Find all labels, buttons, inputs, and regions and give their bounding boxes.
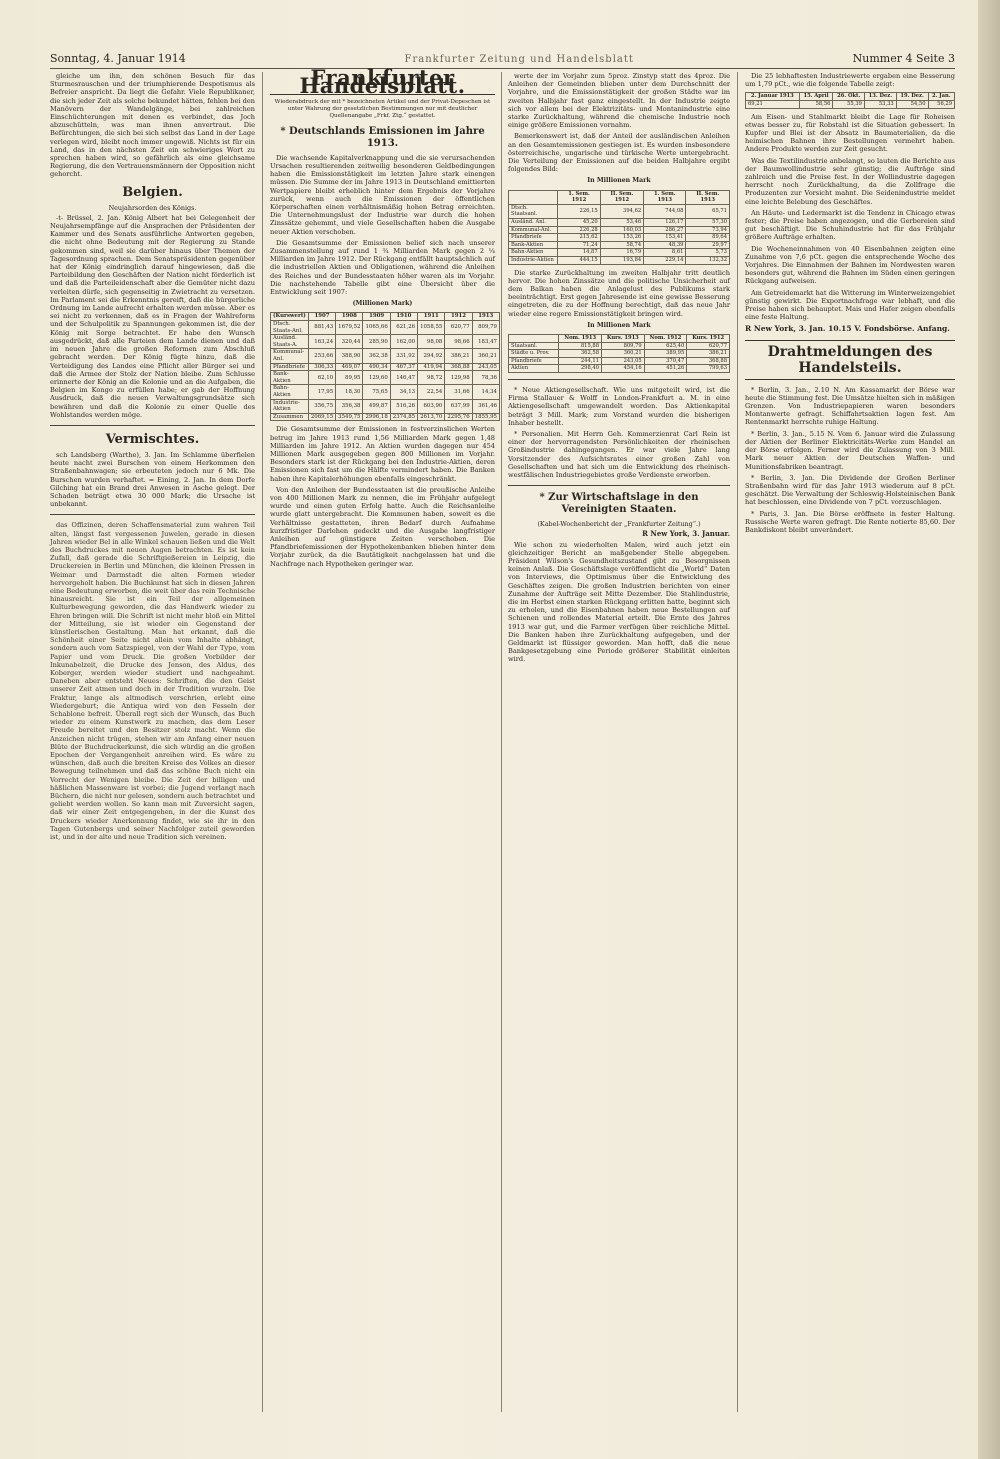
table-cell: 17,95 — [308, 385, 335, 399]
industry-para-2: Am Eisen- und Stahlmarkt bleibt die Lage für Roheisen etwas besser zu, für Robstahl ist die Situation gebessert. In Kupfer und Blei ist der Absatz in Baumaterialien, da die heimischen Bahnen ihre Bestellungen vermehrt haben. Andere Produkte werden zur Zeit gesucht. — [745, 112, 955, 154]
table-row — [509, 357, 730, 365]
table-header-cell — [509, 335, 559, 343]
divider — [50, 425, 255, 426]
table-cell: 69,21 — [746, 101, 800, 109]
table-header-cell: 15. April — [799, 93, 833, 101]
table-cell: 881,43 — [308, 321, 335, 335]
table-cell: 75,65 — [363, 385, 390, 399]
table-cell: Bank-Aktien — [271, 371, 309, 385]
table-cell: Bahn-Aktien — [509, 249, 558, 257]
table-cell: 1058,55 — [418, 321, 445, 335]
table-row — [509, 226, 730, 234]
table-cell: 162,00 — [390, 335, 417, 349]
table-cell: 362,58 — [559, 350, 602, 358]
table-cell: Bahn-Aktien — [271, 385, 309, 399]
table-header-cell: (Kurswert) — [271, 313, 309, 321]
table-row — [271, 349, 500, 363]
table-caption: (Millionen Mark) — [352, 300, 413, 308]
section-heading-wire-reports: Drahtmeldungen des Handelsteils. — [745, 340, 955, 380]
industry-index-table — [745, 92, 955, 108]
table-cell: 14,87 — [558, 249, 600, 257]
table-row — [509, 365, 730, 373]
table-cell: 444,15 — [558, 256, 600, 264]
table-cell: 286,27 — [644, 226, 686, 234]
column-3 — [508, 72, 730, 1422]
intro-text: gleiche um ihn, den schönen Besuch für das Sturmesrauschen und der triumphierende Despotismus als Befreier anspricht. Da liegt die Gefahr. Viele Republikaner, die sich jeder Zeit als solche bekundet hätten, fehlen bei den Manövern der Wandelgänge, bei zahlreichen Einschüchterungen mit denen es verbindet, das Joch abzuschütteln, was man ihnen anvertraut. Die Befürchtungen, die sich bei sich selbst das Land in der Lage verlegen wird, bleibt noch immer ungewiß. Nichts ist für ein Land, das in den nächsten Zeit ein schwieriges Wort zu sprechen haben wird, so gefährlich als eine gleichsame Regierung, die den Vertrauensmännern der Opposition nicht gehorcht. — [50, 72, 255, 179]
table-cell: 360,21 — [602, 350, 645, 358]
table-row — [271, 363, 500, 371]
table-cell: 153,41 — [644, 234, 686, 242]
table-cell: 294,92 — [418, 349, 445, 363]
table-cell: 1679,52 — [336, 321, 363, 335]
table-row — [509, 204, 730, 218]
table-cell: 153,26 — [600, 234, 644, 242]
table-cell: 1855,95 — [472, 413, 499, 421]
table-cell: 31,66 — [445, 385, 472, 399]
table-cell: 815,88 — [559, 342, 602, 350]
table-cell: 58,74 — [600, 241, 644, 249]
table-cell: 226,15 — [558, 204, 600, 218]
masthead: Frankfurter Handelsblatt. — [270, 74, 495, 95]
news-personalia: * Personalien. Mit Herrn Geh. Kommerzienrat Carl Rein ist einer der hervorragendsten Persönlichkeiten der rheinischen Großindustrie dahingegangen. Er war viele Jahre lang Vorsitzender des Aufsichtsrates einer großen Zahl von Gesellschaften und hat sich um die Entwicklung des rheinisch-westfälischen Industriegebietes große Verdienste erworben. — [508, 429, 730, 479]
table-cell: 368,88 — [445, 363, 472, 371]
news-new-company: * Neue Aktiengesellschaft. Wie uns mitgeteilt wird, ist die Firma Stallauer & Wolff in London-Frankfurt a. M. in eine Aktiengesellschaft umgewandelt worden. Das Aktienkapital beträgt 3 Mill. Mark; zum Vorstand wurden die bisherigen Inhaber bestellt. — [508, 385, 730, 427]
table-header-cell: 1. Sem. 1912 — [558, 190, 600, 204]
headline-usa: * Zur Wirtschaftslage in den Vereinigten Staaten. — [539, 492, 699, 516]
table-cell: 2613,70 — [418, 413, 445, 421]
table-cell: 490,34 — [363, 363, 390, 371]
page-header — [50, 52, 955, 69]
industry-para-1: Die 25 lebhaftesten Industriewerte ergaben eine Besserung um 1,79 pCt., wie die folgende Tabelle zeigt: — [745, 72, 955, 89]
table-header-cell: 1. Sem. 1913 — [644, 190, 686, 204]
table-cell: 55,39 — [833, 101, 865, 109]
table-cell: 1065,66 — [363, 321, 390, 335]
emissions-para-2: Die Gesamtsumme der Emissionen belief sich nach unserer Zusammenstellung auf rund 1 ¾ Milliarden Mark gegen 2 ¼ Milliarden im Jahre 1912. Der Rückgang entfällt hauptsächlich auf die industriellen Aktien und Obligationen, während die Anleihen des Reiches und der Bundesstaaten höher waren als im Vorjahr. Die nachstehende Tabelle gibt eine Übersicht über die Entwicklung seit 1907: — [270, 238, 495, 297]
table-cell: 620,77 — [687, 342, 730, 350]
table-cell: 467,37 — [390, 363, 417, 371]
table-cell: 183,47 — [472, 335, 499, 349]
table-header-cell: Kurs. 1913 — [602, 335, 645, 343]
table-header-cell: 26. Okt. — [833, 93, 865, 101]
wire-paris: * Paris, 3. Jan. Die Börse eröffnete in fester Haltung. Russische Werte waren gefragt. Die Rente notierte 85,60. Der Bankdiskont bleibt unverändert. — [745, 509, 955, 534]
table-header-cell: 1908 — [336, 313, 363, 321]
table-cell: 45,20 — [558, 219, 600, 227]
table-header-cell: Nom. 1913 — [559, 335, 602, 343]
table-cell: Industrie-Aktien — [509, 256, 558, 264]
table-caption: In Millionen Mark — [587, 177, 651, 185]
table-cell: 331,92 — [390, 349, 417, 363]
table-cell: 370,47 — [644, 357, 687, 365]
continued-para-2: Bemerkenswert ist, daß der Anteil der ausländischen Anleihen an den Gesamtemissionen gestiegen ist. Es wurden insbesondere österreichische, ungarische und türkische Werte untergebracht. Die Verteilung der Emissionen auf die beiden Halbjahre ergibt folgendes Bild: — [508, 132, 730, 174]
table-cell: 625,40 — [644, 342, 687, 350]
column-rule — [737, 72, 738, 1412]
table-cell: 132,32 — [686, 256, 730, 264]
table-cell: 306,33 — [308, 363, 335, 371]
table-header-cell: 1912 — [445, 313, 472, 321]
table-cell: 215,62 — [558, 234, 600, 242]
table-cell: 71,24 — [558, 241, 600, 249]
table-header-cell: Kurs. 1912 — [687, 335, 730, 343]
column-rule — [262, 72, 263, 1412]
industry-para-5: Die Wocheneinnahmen von 40 Eisenbahnen zeigten eine Zunahme von 7,6 pCt. gegen die entsprechende Woche des Vorjahres. Die Einnahmen der Bahnen im Nordwesten waren besonders gut, während die Bahnen im Süden einen geringen Rückgang aufweisen. — [745, 244, 955, 286]
wire-berlin-2: * Berlin, 3. Jan., 5.15 N. Vom 6. Januar wird die Zulassung der Aktien der Berliner Elektricitäts-Werke zum Handel an der Börse erfolgen. Ferner wird die Zulassung von 3 Mill. Mark neuer Aktien der Deutschen Waffen- und Munitionsfabriken beantragt. — [745, 429, 955, 471]
table-cell: 48,39 — [644, 241, 686, 249]
table-caption: In Millionen Mark — [587, 321, 651, 329]
continued-para-3: Die starke Zurückhaltung im zweiten Halbjahr tritt deutlich hervor. Die hohen Zinssätze und die politische Unsicherheit auf dem Balkan haben die Anlagelust des Publikums stark beeinträchtigt. Erst gegen Jahresende ist eine gewisse Besserung eingetreten, die zu der Hoffnung berechtigt, daß das neue Jahr wieder eine regere Emissionstätigkeit bringen wird. — [508, 268, 730, 318]
table-header-cell: 13. Dez. — [864, 93, 896, 101]
divider — [508, 485, 730, 486]
table-cell: 78,36 — [472, 371, 499, 385]
table-header-cell: 1907 — [308, 313, 335, 321]
table-cell: 229,14 — [644, 256, 686, 264]
table-cell: 243,05 — [472, 363, 499, 371]
emissions-para-3: Die Gesamtsumme der Emissionen in festverzinslichen Werten betrug im Jahre 1913 rund 1,56 Milliarden Mark gegen 1,48 Milliarden im Jahre 1912. An Aktien wurden dagegen nur 454 Millionen Mark ausgegeben gegen 800 Millionen im Vorjahr. Besonders stark ist der Rückgang bei den Industrie-Aktien, deren Emissionen sich fast um die Hälfte vermindert haben. Die Banken haben ihre Kapitalerhöhungen ebenfalls eingeschränkt. — [270, 425, 495, 483]
table-cell: 2069,15 — [308, 413, 335, 421]
table-cell: Bank-Aktien — [509, 241, 558, 249]
emissions-para-4: Von den Anleihen der Bundesstaaten ist die preußische Anleihe von 400 Millionen Mark zu nennen, die im Frühjahr aufgelegt wurde und einen guten Erfolg hatte. Auch die Reichsanleihe wurde glatt untergebracht. Die Kommunen haben, soweit es die Verhältnisse gestatteten, ihren Bedarf durch Aufnahme kurzfristiger Darlehen gedeckt und die Ausgabe langfristiger Anleihen auf günstigere Zeiten verschoben. Die Pfandbriefemissionen der Hypothekenbanken blieben hinter dem Vorjahr zurück, da die Bautätigkeit nachgelassen hat und die Nachfrage nach Hypotheken geringer war. — [270, 485, 495, 568]
wire-berlin-1: * Berlin, 3. Jan., 2.10 N. Am Kassamarkt der Börse war heute die Stimmung fest. Die Umsätze hielten sich in mäßigen Grenzen. Von Industriepapieren waren besonders Montanwerte gefragt. Schiffahrtsaktien lagen fest. Am Rentenmarkt herrschte ruhige Haltung. — [745, 385, 955, 427]
emissions-para-1: Die wachsende Kapitalverknappung und die sie verursachenden Ursachen resultierenden zeitweilig besonderen Geldbedingungen haben die Emissionstätigkeit im letzten Jahre stark einengen müssen. Die Summe der im Jahre 1913 in Deutschland emittierten Wertpapiere bleibt erheblich hinter dem Ergebnis der Vorjahre zurück, wenn auch die Emissionen der öffentlichen Körperschaften einen verhältnismäßig hohen Betrag erreichten. Die Unternehmungslust der Industrie war durch die hohen Zinssätze gehemmt, und viele Gesellschaften haben die Ausgabe neuer Aktien verschoben. — [270, 153, 495, 236]
table-cell: Kommunal-Anl. — [509, 226, 558, 234]
usa-source: (Kabel-Wochenbericht der „Frankfurter Zeitung“.) — [537, 520, 701, 529]
divider — [508, 379, 730, 380]
table-cell: Zusammen — [271, 413, 309, 421]
table-cell: 298,40 — [559, 365, 602, 373]
table-header-cell: 1909 — [363, 313, 390, 321]
table-cell: 799,63 — [687, 365, 730, 373]
table-cell: Pfandbriefe — [271, 363, 309, 371]
header-page-number: Nummer 4 Seite 3 — [852, 52, 955, 65]
table-header-cell: 1910 — [390, 313, 417, 321]
table-cell: 637,99 — [445, 399, 472, 413]
table-cell: 243,05 — [602, 357, 645, 365]
table-header-cell — [509, 190, 558, 204]
table-cell: 56,29 — [928, 101, 954, 109]
table-cell: 53,33 — [864, 101, 896, 109]
table-row — [746, 101, 955, 109]
header-date: Sonntag, 4. Januar 1914 — [50, 52, 186, 65]
table-cell: 362,38 — [363, 349, 390, 363]
table-cell: 386,21 — [687, 350, 730, 358]
table-cell: 89,95 — [336, 371, 363, 385]
table-cell: 356,75 — [308, 399, 335, 413]
reprint-note: Wiederabdruck der mit * bezeichneten Artikel und der Privat-Depeschen ist unter Wahrung der gesetzlichen Bestimmungen nur mit deutlicher Quellenangabe „Frkf. Ztg.“ gestattet. — [274, 99, 491, 119]
section-heading-belgium: Belgien. — [122, 184, 183, 200]
table-cell: 285,90 — [363, 335, 390, 349]
table-cell: 226,28 — [558, 226, 600, 234]
table-cell: 394,62 — [600, 204, 644, 218]
table-cell: 3549,75 — [336, 413, 363, 421]
semester-table — [508, 190, 730, 265]
table-row — [509, 234, 730, 242]
column-4 — [745, 72, 955, 1422]
table-row — [509, 350, 730, 358]
table-cell: 361,46 — [472, 399, 499, 413]
divider — [50, 514, 255, 515]
section-heading-misc: Vermischtes. — [105, 431, 200, 447]
table-row — [271, 399, 500, 413]
industry-para-4: An Häute- und Ledermarkt ist die Tendenz in Chicago etwas fester; die Preise haben angezogen, und die Gerbereien sind gut beschäftigt. Die Schuhindustrie hat für das Frühjahr größere Aufträge erhalten. — [745, 208, 955, 242]
usa-dateline: R New York, 3. Januar. — [642, 529, 730, 539]
table-cell: 499,87 — [363, 399, 390, 413]
table-cell: 621,26 — [390, 321, 417, 335]
table-cell: 98,08 — [418, 335, 445, 349]
table-cell: 2295,76 — [445, 413, 472, 421]
table-cell: 62,10 — [308, 371, 335, 385]
industry-para-6: Am Getreidemarkt hat die Witterung im Winterweizengebiet günstig gewirkt. Die Exportnachfrage war lebhaft, und die Preise haben sich behauptet. Mais und Hafer zeigen ebenfalls eine feste Haltung. — [745, 288, 955, 322]
table-cell: 809,79 — [472, 321, 499, 335]
table-cell: Pfandbriefe — [509, 234, 558, 242]
table-cell: 744,08 — [644, 204, 686, 218]
nominal-table — [508, 334, 730, 373]
table-row — [271, 335, 500, 349]
column-rule — [501, 72, 502, 1412]
article-essay: das Offizinen, deren Schaffensmaterial zum wahren Teil alten, längst fast vergessenen Juwelen, gerade in diesen Jahren wieder Bel in alle Winkel schauen ließen und die Welt des Buchdruckes mit neuen Augen betrachten. Es ist kein Zufall, daß gerade die Schriftgießereien in Leipzig, die Druckereien in Berlin und München, die kleinen Pressen in Weimar und Darmstadt die alten Formen wieder hervorgeholt haben. Die Buchkunst hat sich in diesen Jahren eine Bedeutung erworben, die weit über das rein Technische hinausreicht. Sie ist ein Teil der allgemeinen Kulturbewegung geworden, die das Handwerk wieder zu Ehren bringen will. Die Schrift ist nicht mehr bloß ein Mittel der Mitteilung, sie ist wieder ein Gegenstand der künstlerischen Gestaltung. Man hat erkannt, daß die Schönheit einer Seite nicht allein vom Inhalte abhängt, sondern auch vom Satzspiegel, von der Wahl der Type, vom Papier und vom Druck. Die großen Vorbilder der Inkunabelzeit, die Drucke des Jenson, des Aldus, des Koberger, werden wieder studiert und nachgeahmt. Daneben aber entsteht Neues: Schriften, die den Geist unserer Zeit atmen und doch in der Tradition wurzeln. Die Fraktur, lange als altmodisch verschrien, erlebt eine Wiedergeburt; die Antiqua wird von den Fesseln der Schablone befreit. Überall regt sich der Wunsch, das Buch wieder zu einem Kunstwerk zu machen, das dem Leser Freude bereitet und den Besitzer stolz macht. Wenn die Anzeichen nicht trügen, stehen wir am Anfang einer neuen Blüte der Buchdruckerkunst, die sich würdig an die großen Epochen der Vergangenheit anreihen wird. Es wäre zu wünschen, daß auch die breiten Kreise des Volkes an dieser Bewegung teilnehmen und daß das schöne Buch nicht ein Vorrecht der Wenigen bleibe. Die Zeit der billigen und häßlichen Massenware ist vorbei; die Jugend verlangt nach Büchern, die nicht nur gelesen, sondern auch betrachtet und geliebt werden wollen. So kann man mit Zuversicht sagen, daß wir einer Zeit entgegengehen, in der die Kunst des Druckers wieder Anerkennung findet, wie sie ihr in den Tagen Gutenbergs und seiner Nachfolger zuteil geworden ist, und in der alte und neue Tradition sich vereinen. — [50, 521, 255, 842]
table-header-cell: 2. Januar 1913 — [746, 93, 800, 101]
table-cell: 126,17 — [644, 219, 686, 227]
table-cell: Dtsch. Staats-Anl. — [271, 321, 309, 335]
table-cell: 368,88 — [687, 357, 730, 365]
table-cell: 22,54 — [418, 385, 445, 399]
table-row — [509, 219, 730, 227]
table-cell: Dtsch. Staatsanl. — [509, 204, 558, 218]
table-cell: 129,60 — [363, 371, 390, 385]
headline-emissions: * Deutschlands Emissionen im Jahre 1913. — [280, 125, 485, 149]
table-cell: 516,26 — [390, 399, 417, 413]
table-cell: 193,84 — [600, 256, 644, 264]
table-cell: 389,95 — [644, 350, 687, 358]
table-cell: 98,72 — [418, 371, 445, 385]
table-cell: 451,26 — [644, 365, 687, 373]
table-cell: 360,21 — [472, 349, 499, 363]
table-cell: 18,30 — [336, 385, 363, 399]
column-2 — [270, 65, 497, 1422]
table-cell: 29,97 — [686, 241, 730, 249]
table-cell: Kommunal-Anl. — [271, 349, 309, 363]
table-cell: 809,79 — [602, 342, 645, 350]
table-row — [271, 371, 500, 385]
table-row — [509, 256, 730, 264]
table-row — [509, 342, 730, 350]
table-header-cell: 1913 — [472, 313, 499, 321]
table-row — [271, 321, 500, 335]
table-cell: 2996,18 — [363, 413, 390, 421]
table-cell: 253,66 — [308, 349, 335, 363]
table-cell: Städte u. Prov. — [509, 350, 559, 358]
table-cell: 129,98 — [445, 371, 472, 385]
table-cell: 244,11 — [559, 357, 602, 365]
table-cell: 2374,85 — [390, 413, 417, 421]
emissions-table — [270, 312, 500, 421]
table-header-cell: 1911 — [418, 313, 445, 321]
table-cell: 89,64 — [686, 234, 730, 242]
table-cell: 388,90 — [336, 349, 363, 363]
table-cell: Ausländ. Anl. — [509, 219, 558, 227]
page-spine-shadow — [978, 0, 1000, 1459]
table-cell: 454,16 — [602, 365, 645, 373]
table-cell: Aktien — [509, 365, 559, 373]
table-cell: Pfandbriefe — [509, 357, 559, 365]
table-row — [271, 413, 500, 421]
table-row — [509, 249, 730, 257]
table-row — [271, 385, 500, 399]
column-1 — [50, 72, 255, 1422]
table-cell: 54,50 — [896, 101, 928, 109]
wire-berlin-3: * Berlin, 3. Jan. Die Dividende der Großen Berliner Straßenbahn wird für das Jahr 1913 wiederum auf 8 pCt. geschätzt. Die Verwaltung der Schleswig-Holsteinischen Bank hat beschlossen, eine Dividende von 7 pCt. vorzuschlagen. — [745, 473, 955, 507]
article-misc: sch Landsberg (Warthe), 3. Jan. Im Schlamme überfielen heute nacht zwei Burschen von einem Herkommen den Straßenbahnwagen; sie erbeuteten jedoch nur 6 Mk. Die Burschen wurden verhaftet. = Eining, 2. Jan. In dem Dorfe Gilching hat ein Brand drei Anwesen in Asche gelegt. Der Schaden beträgt etwa 30 000 Mark; die Ursache ist unbekannt. — [50, 450, 255, 509]
subheading-belgium: Neujahrsorden des Königs. — [108, 203, 197, 212]
table-cell: 419,94 — [418, 363, 445, 371]
table-cell: 8,61 — [644, 249, 686, 257]
header-title: Frankfurter Zeitung und Handelsblatt — [404, 54, 634, 65]
table-cell: 65,71 — [686, 204, 730, 218]
table-header-cell: II. Sem. 1913 — [686, 190, 730, 204]
table-cell: 34,13 — [390, 385, 417, 399]
table-cell: 16,79 — [600, 249, 644, 257]
table-cell: Ausländ. Staats-A. — [271, 335, 309, 349]
table-header-cell: Nom. 1912 — [644, 335, 687, 343]
usa-article: Wie schon zu wiederholten Malen, wird auch jetzt ein gleichzeitiger Bericht an maßgebender Stelle abgegeben. Präsident Wilson's Gesundheitszustand gibt zu Besorgnissen keinen Anlaß. Die Geschäftslage veröffentlicht die „World“ Daten von Interviews, die Optimismus über die Entwicklung des Geschäftes zeigen. Die großen Industrien berichten von einer Zunahme der Aufträge seit Mitte Dezember. Die Stahlindustrie, die im Herbst einen starken Rückgang erlitten hatte, beginnt sich zu erholen, und die Eisenbahnen haben neue Bestellungen auf Schienen und rollendes Material erteilt. Die Ernte des Jahres 1913 war gut, und die Farmer verfügen über reichliche Mittel. Die Banken haben ihre Zurückhaltung aufgegeben, und der Geldmarkt ist flüssiger geworden. Man hofft, daß die neue Bankgesetzgebung eine Periode größerer Stabilität einleiten wird. — [508, 540, 730, 664]
table-cell: 14,34 — [472, 385, 499, 399]
table-cell: 58,56 — [799, 101, 833, 109]
table-cell: Industrie-Aktien — [271, 399, 309, 413]
table-header-cell: II. Sem. 1912 — [600, 190, 644, 204]
table-cell: 356,38 — [336, 399, 363, 413]
table-row — [509, 241, 730, 249]
article-belgium: -t- Brüssel, 2. Jan. König Albert hat bei Gelegenheit der Neujahrsempfänge auf die Ansprachen der Präsidenten der Kammer und des Senats ausführliche Antworten gegeben, die nicht ohne Bedeutung mit der Regierung zu Stande gekommen sind, weil sie darüber hinaus über Themen der Tagesordnung sprachen. Dem Senatspräsidenten gegenüber hat der König eindringlich darauf hingewiesen, daß die Parteibildung den Geschäften der Nation nicht förderlich ist und daß die Parteileidenschaft aber die Gemüter nicht dazu verleiten dürfe, sich gegenseitig in Zwietracht zu versetzen. Im Parlament sei die Erkenntnis gereift, daß die bürgerliche Ordnung im Lande aufrecht erhalten werden müsse. Aber es sei nicht zu verkennen, daß es in Fragen der Wahlreform und der Schulpolitik zu Spannungen gekommen ist, die der König mit Sorge betrachtet. Er habe den Wunsch ausgedrückt, daß alle Parteien dem Lande dienen und daß im neuen Jahre die großen Reformen zum Abschluß gebracht werden. Der König fügte hinzu, daß die Verteidigung des Landes eine Pflicht aller Bürger sei und daß die Armee der Stolz der Nation bleibe. Zum Schlusse erinnerte der König an die Kolonie und an die Aufgaben, die Belgien im Kongo zu erfüllen habe; er gab der Hoffnung Ausdruck, daß die neuen Verwaltungsgrundsätze sich bewähren und daß die Kolonie zu einer Quelle des Wohlstandes werden möge. — [50, 213, 255, 419]
table-cell: 57,30 — [686, 219, 730, 227]
table-cell: 73,94 — [686, 226, 730, 234]
table-cell: Staatsanl. — [509, 342, 559, 350]
table-cell: 386,21 — [445, 349, 472, 363]
table-cell: 146,47 — [390, 371, 417, 385]
table-cell: 98,66 — [445, 335, 472, 349]
table-cell: 620,77 — [445, 321, 472, 335]
table-cell: 603,90 — [418, 399, 445, 413]
table-cell: 160,03 — [600, 226, 644, 234]
table-header-cell: 2. Jan. — [928, 93, 954, 101]
table-cell: 5,73 — [686, 249, 730, 257]
table-cell: 320,44 — [336, 335, 363, 349]
ny-stock-heading: R New York, 3. Jan. 10.15 V. Fondsbörse. Anfang. — [745, 324, 950, 334]
table-cell: 163,24 — [308, 335, 335, 349]
table-cell: 469,07 — [336, 363, 363, 371]
industry-para-3: Was die Textilindustrie anbelangt, so lauten die Berichte aus der Baumwollindustrie sehr günstig; die Aufträge sind zahlreich und die Preise fest. In der Wollindustrie dagegen herrscht noch Zurückhaltung, da die Zollfrage die Produzenten zur Vorsicht mahnt. Die Seidenindustrie meldet eine leichte Belebung des Geschäftes. — [745, 156, 955, 206]
table-cell: 53,46 — [600, 219, 644, 227]
continued-para-1: werte der im Vorjahr zum 5proz. Zinstyp statt des 4proz. Die Anleihen der Gemeinden blieben unter dem Durchschnitt der Vorjahre, und die Emissionstätigkeit der großen Städte war im zweiten Halbjahr fast ganz eingestellt. In der Industrie zeigte sich vor allem bei der Elektrizitäts- und Montanindustrie eine starke Zurückhaltung, während die chemische Industrie noch einige größere Emissionen vornahm. — [508, 72, 730, 130]
table-header-cell: 19. Dez. — [896, 93, 928, 101]
